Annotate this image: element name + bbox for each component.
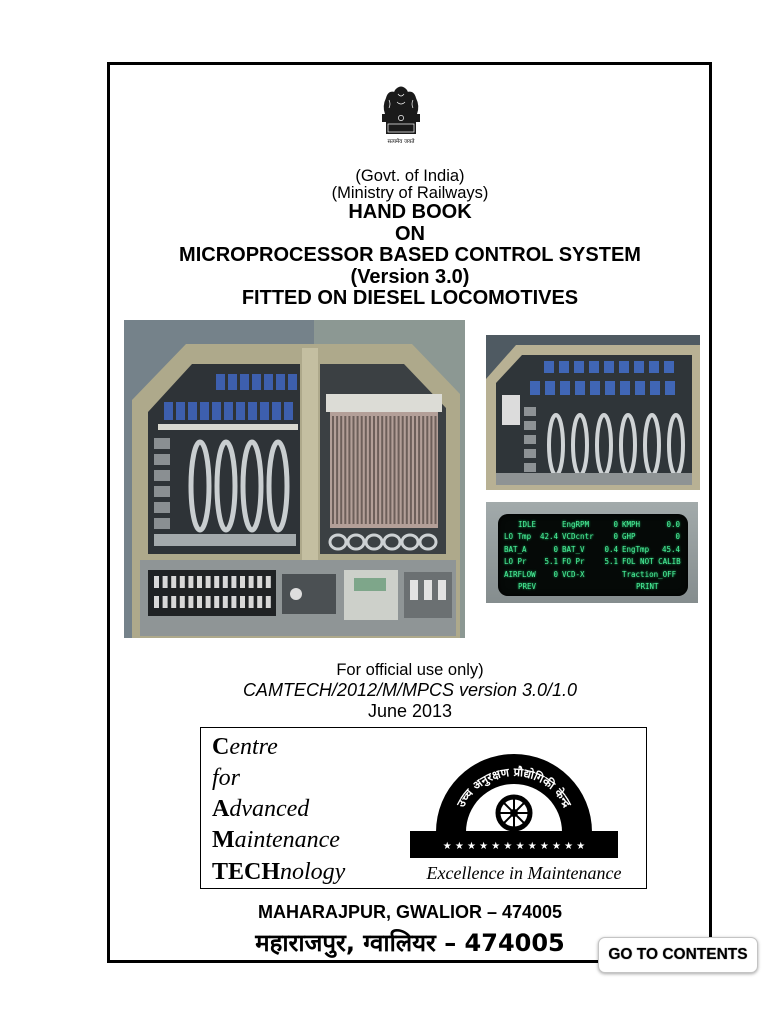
title-line: FITTED ON DIESEL LOCOMOTIVES (241, 287, 579, 309)
breaker (223, 576, 228, 588)
relay (248, 402, 257, 420)
screen-label: FO Pr (562, 557, 585, 567)
document-title (108, 202, 712, 310)
toggle-switch (438, 580, 446, 600)
document-code: CAMTECH/2012/M/MPCS version 3.0/1.0 (242, 680, 578, 700)
breaker (231, 596, 236, 608)
relay (284, 402, 293, 420)
screen-label: LO Tmp (504, 532, 532, 542)
relay (176, 402, 185, 420)
org-name-line (212, 733, 278, 761)
screen-cell (562, 531, 622, 543)
device-box (502, 395, 520, 425)
breaker (188, 596, 193, 608)
relay (252, 374, 261, 390)
screen-label: FOL NOT CALIB (622, 557, 681, 567)
toggle-switch (410, 580, 418, 600)
screen-cell (562, 556, 622, 568)
breaker (180, 576, 185, 588)
breaker (266, 596, 271, 608)
screen-label: EngRPM (562, 520, 590, 529)
org-name-line (212, 795, 309, 823)
screen-label: KMPH (622, 520, 641, 529)
screen-row (504, 531, 684, 543)
toggle-switch (424, 580, 432, 600)
usage-note: For official use only) (336, 661, 484, 679)
relay (620, 381, 630, 395)
relay (650, 381, 660, 395)
screen-cell (622, 531, 684, 543)
screen-cell (622, 556, 684, 568)
screen-value: 42.4 (539, 532, 558, 542)
control-cabinet-photo (124, 320, 465, 638)
circuit-card (373, 416, 375, 524)
address-english: MAHARAJPUR, GWALIOR – 474005 (257, 902, 563, 922)
meter-lcd (354, 578, 386, 591)
screen-cell (562, 569, 622, 581)
title-line: ON (395, 222, 425, 245)
circuit-card (348, 416, 350, 524)
org-name-line (212, 764, 240, 792)
screen-label: PREV (518, 581, 537, 591)
cable-tray (496, 473, 692, 485)
breaker (206, 576, 211, 588)
connector (524, 407, 536, 416)
circuit-card (418, 416, 420, 524)
display-screen (498, 514, 688, 596)
relay (272, 402, 281, 420)
org-name-rest: entre (229, 734, 278, 760)
circuit-card (336, 416, 338, 524)
camtech-logo (408, 752, 620, 860)
circuit-card (402, 416, 404, 524)
breaker (240, 596, 245, 608)
breaker (249, 576, 254, 588)
screen-label: GHP (622, 532, 636, 542)
circuit-card (340, 416, 342, 524)
screen-label: PRINT (636, 581, 659, 591)
screen-label: AIRFLOW (504, 569, 536, 579)
logo-arch-text-path: उच्च अनुरक्षण प्रौद्योगिकी केन्द्र (453, 764, 575, 810)
circuit-card (394, 416, 396, 524)
relay (574, 361, 584, 373)
relay (590, 381, 600, 395)
relay (228, 374, 237, 390)
relay (589, 361, 599, 373)
relay (605, 381, 615, 395)
relay (649, 361, 659, 373)
screen-value: 5.1 (544, 557, 558, 567)
circuit-card (422, 416, 424, 524)
breaker (231, 576, 236, 588)
connector (154, 454, 170, 465)
circuit-card (377, 416, 379, 524)
relay (224, 402, 233, 420)
screen-cell (562, 581, 622, 593)
screen-label: VCDcntr (562, 532, 594, 542)
screen-value: 0.4 (604, 544, 618, 554)
relay (200, 402, 209, 420)
org-name-rest: aintenance (234, 827, 340, 853)
go-to-contents-button[interactable] (598, 937, 758, 973)
relay (288, 374, 297, 390)
screen-label: Traction_OFF (622, 569, 677, 579)
connector (524, 449, 536, 458)
screen-label: EngTmp (622, 544, 650, 554)
relay (575, 381, 585, 395)
breaker (180, 596, 185, 608)
connector (154, 518, 170, 529)
relay (604, 361, 614, 373)
org-name-line (212, 826, 340, 854)
breaker (197, 576, 202, 588)
meter-box (344, 570, 398, 620)
relay (216, 374, 225, 390)
control-cabinet-side-photo (486, 335, 700, 490)
screen-label: BAT_V (562, 544, 585, 554)
relay (545, 381, 555, 395)
breaker (249, 596, 254, 608)
breaker (154, 576, 159, 588)
relay (240, 374, 249, 390)
org-name-rest: for (212, 765, 241, 791)
breaker (163, 576, 168, 588)
wheel-hub (510, 809, 518, 817)
circuit-card (430, 416, 432, 524)
screen-cell (504, 544, 562, 556)
org-name-rest: dvanced (229, 796, 310, 822)
relay (635, 381, 645, 395)
screen-cell (622, 519, 684, 531)
relay (544, 361, 554, 373)
breaker (214, 576, 219, 588)
screen-cell (504, 519, 562, 531)
org-name-initial: TECH (212, 859, 281, 885)
org-name-initial: C (212, 734, 230, 760)
screen-value: 45.4 (661, 544, 680, 554)
org-name-line (212, 858, 345, 886)
screen-cell (562, 544, 622, 556)
relay (530, 381, 540, 395)
lion-right (405, 92, 418, 114)
title-line: HAND BOOK (348, 201, 472, 223)
title-line: (Version 3.0) (350, 265, 470, 288)
relay (619, 361, 629, 373)
circuit-card (435, 416, 437, 524)
screen-cell (622, 581, 684, 593)
org-name-rest: nology (280, 859, 346, 885)
screen-label: IDLE (518, 520, 537, 529)
connector (154, 502, 170, 513)
circuit-card (357, 416, 359, 524)
relay (264, 374, 273, 390)
address-hindi: महाराजपुर, ग्वालियर – 474005 (255, 929, 565, 957)
circuit-card (410, 416, 412, 524)
org-name-initial: A (212, 796, 230, 822)
publication-date: June 2013 (367, 701, 453, 721)
door-divider (302, 348, 318, 560)
circuit-card (426, 416, 428, 524)
logo-stars: ★ ★ ★ ★ ★ ★ ★ ★ ★ ★ ★ ★ (442, 841, 586, 852)
relay (276, 374, 285, 390)
ministry-label: (Ministry of Railways) (331, 184, 489, 202)
screen-cell (504, 531, 562, 543)
screen-row (504, 519, 684, 531)
emblem-motto: सत्यमेव जयते (387, 139, 415, 145)
org-name-initial: M (212, 827, 235, 853)
breaker (171, 576, 176, 588)
relay (236, 402, 245, 420)
breaker (206, 596, 211, 608)
screen-value: 0 (675, 532, 680, 542)
screen-label: VCD-X (562, 569, 585, 579)
breaker (188, 576, 193, 588)
relay (188, 402, 197, 420)
screen-row (504, 544, 684, 556)
breaker (257, 576, 262, 588)
circuit-card (406, 416, 408, 524)
relay (164, 402, 173, 420)
rack-top-plate (326, 394, 442, 412)
relay (560, 381, 570, 395)
circuit-card (353, 416, 355, 524)
title-line: MICROPROCESSOR BASED CONTROL SYSTEM (179, 244, 641, 266)
breaker (240, 576, 245, 588)
relay (260, 402, 269, 420)
relay (665, 381, 675, 395)
connector (154, 486, 170, 497)
screen-label: LO Pr (504, 557, 527, 567)
screen-value: 5.1 (604, 557, 618, 567)
breaker (197, 596, 202, 608)
terminal-strip (158, 424, 298, 430)
relay (664, 361, 674, 373)
screen-row (504, 569, 684, 581)
screen-value: 0 (553, 544, 558, 554)
breaker (257, 596, 262, 608)
screen-value: 0 (613, 520, 618, 529)
circuit-card (389, 416, 391, 524)
relay (212, 402, 221, 420)
circuit-card (344, 416, 346, 524)
breaker (171, 596, 176, 608)
go-to-contents-label: GO TO CONTENTS (608, 946, 748, 963)
circuit-card (385, 416, 387, 524)
connector (524, 463, 536, 472)
screen-cell (562, 519, 622, 531)
screen-label: BAT_A (504, 544, 527, 554)
breaker (154, 596, 159, 608)
circuit-card (365, 416, 367, 524)
display-unit-photo (486, 502, 698, 603)
screen-value: 0.0 (666, 520, 680, 529)
screen-cell (622, 569, 684, 581)
breaker (266, 576, 271, 588)
screen-cell (504, 569, 562, 581)
circuit-card (398, 416, 400, 524)
circuit-card (332, 416, 334, 524)
screen-value: 0 (613, 532, 618, 542)
connector (524, 435, 536, 444)
switch-knob (290, 588, 302, 600)
breaker (223, 596, 228, 608)
screen-row (504, 556, 684, 568)
connector (154, 470, 170, 481)
breaker (163, 596, 168, 608)
cable-tray (154, 534, 296, 546)
connector (154, 438, 170, 449)
screen-cell (504, 581, 562, 593)
circuit-card (361, 416, 363, 524)
screen-cell (504, 556, 562, 568)
relay (559, 361, 569, 373)
breaker (214, 596, 219, 608)
circuit-card (369, 416, 371, 524)
national-emblem (377, 84, 425, 140)
screen-row (504, 581, 684, 593)
screen-cell (622, 544, 684, 556)
screen-value: 0 (553, 569, 558, 579)
circuit-card (381, 416, 383, 524)
relay (634, 361, 644, 373)
circuit-card (414, 416, 416, 524)
org-tagline: Excellence in Maintenance (426, 863, 622, 883)
connector (524, 421, 536, 430)
government-label: (Govt. of India) (355, 167, 465, 185)
